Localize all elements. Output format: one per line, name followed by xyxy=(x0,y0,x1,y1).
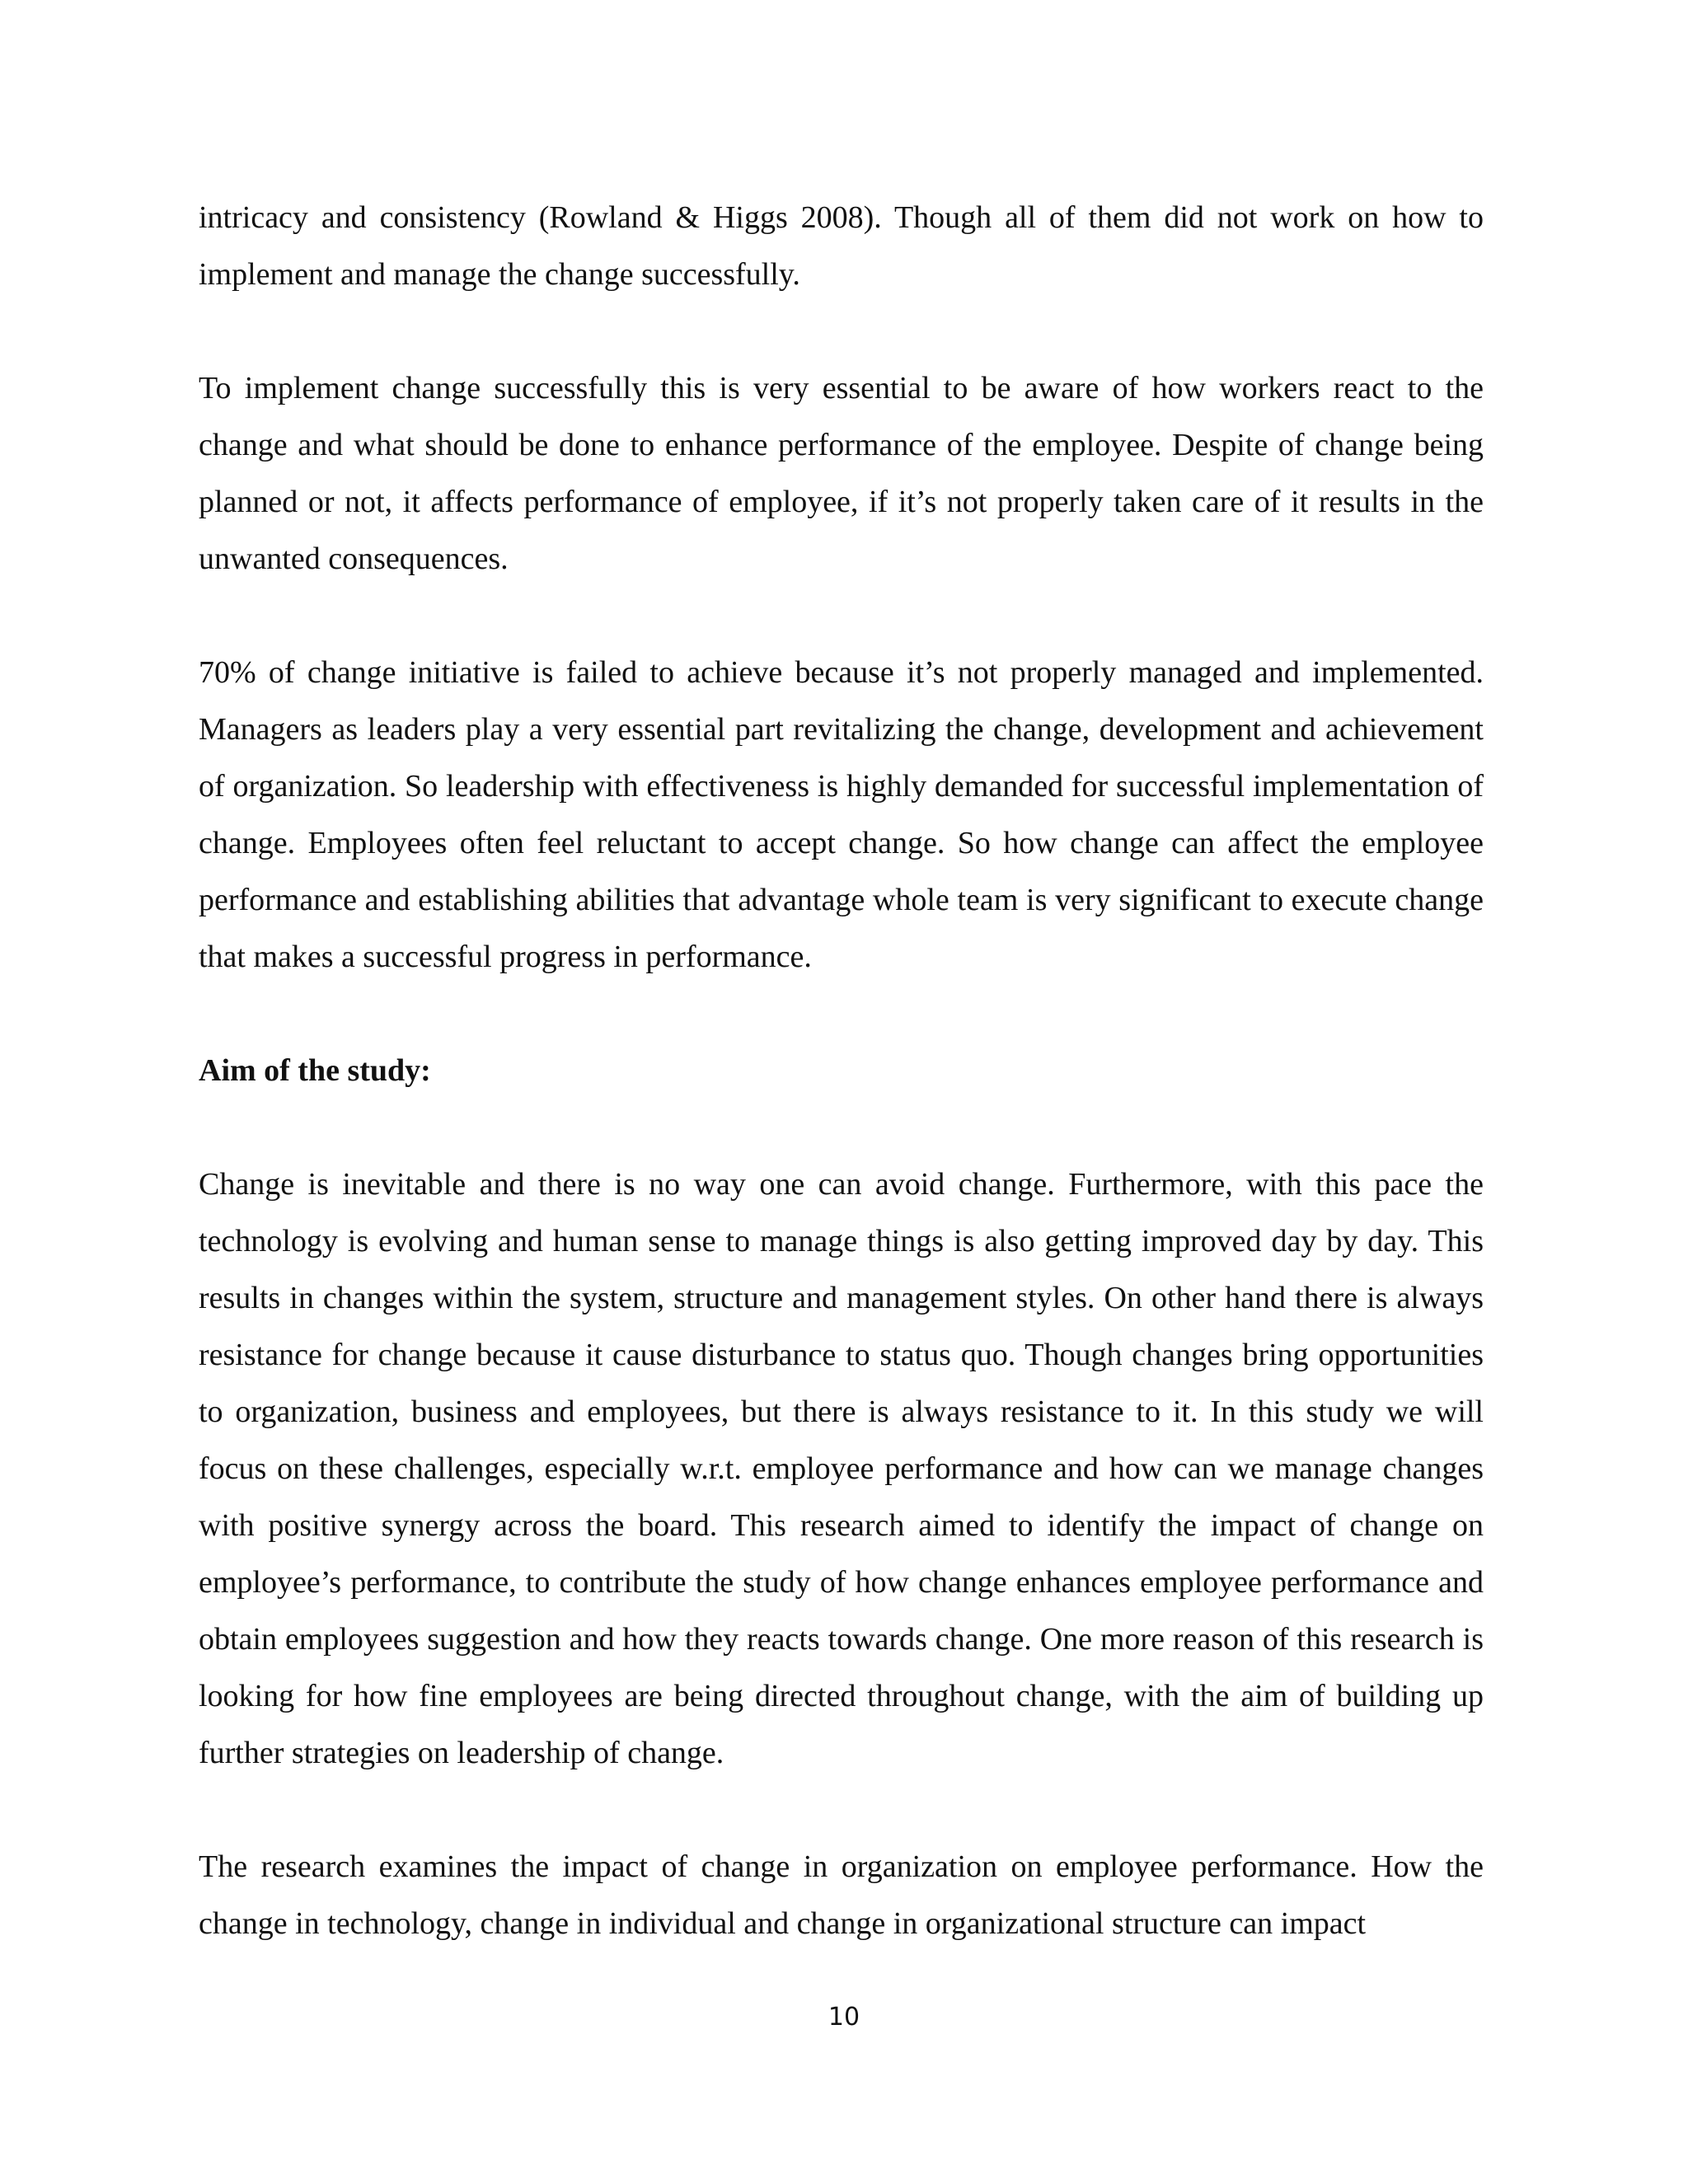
paragraph-implement-change: To implement change successfully this is very essential to be aware of how workers react to the change and what should be done to enhance performance of the employee. Despite of change being planned or not, it affects performance of employee, if it’s not properly taken care of it results in the unwanted consequences. xyxy=(199,371,1484,576)
paragraph-change-initiative: 70% of change initiative is failed to achieve because it’s not properly managed and implemented. Managers as leaders play a very essential part revitalizing the change, development and achievement of organization. So leadership with effectiveness is highly demanded for successful implementation of change. Employees often feel reluctant to accept change. So how change can affect the employee performance and establishing abilities that advantage whole team is very significant to execute change that makes a successful progress in performance. xyxy=(199,655,1484,974)
page-number: 10 xyxy=(828,2003,860,2032)
paragraph-intricacy: intricacy and consistency (Rowland & Higgs 2008). Though all of them did not work on how to implement and manage the change successfully. xyxy=(199,200,1484,292)
paragraph-research-examines: The research examines the impact of change in organization on employee performance. How the change in technology, change in individual and change in organizational structure can impact xyxy=(199,1849,1484,1941)
paragraph-aim: Change is inevitable and there is no way one can avoid change. Furthermore, with this pace the technology is evolving and human sense to manage things is also getting improved day by day. This results in changes within the system, structure and management styles. On other hand there is always resistance for change because it cause disturbance to status quo. Though changes bring opportunities to organization, business and employees, but there is always resistance to it. In this study we will focus on these challenges, especially w.r.t. employee performance and how can we manage changes with positive synergy across the board. This research aimed to identify the impact of change on employee’s performance, to contribute the study of how change enhances employee performance and obtain employees suggestion and how they reacts towards change. One more reason of this research is looking for how fine employees are being directed throughout change, with the aim of building up further strategies on leadership of change. xyxy=(199,1167,1484,1770)
document-body xyxy=(199,190,1484,1952)
section-heading: Aim of the study: xyxy=(199,1053,431,1088)
